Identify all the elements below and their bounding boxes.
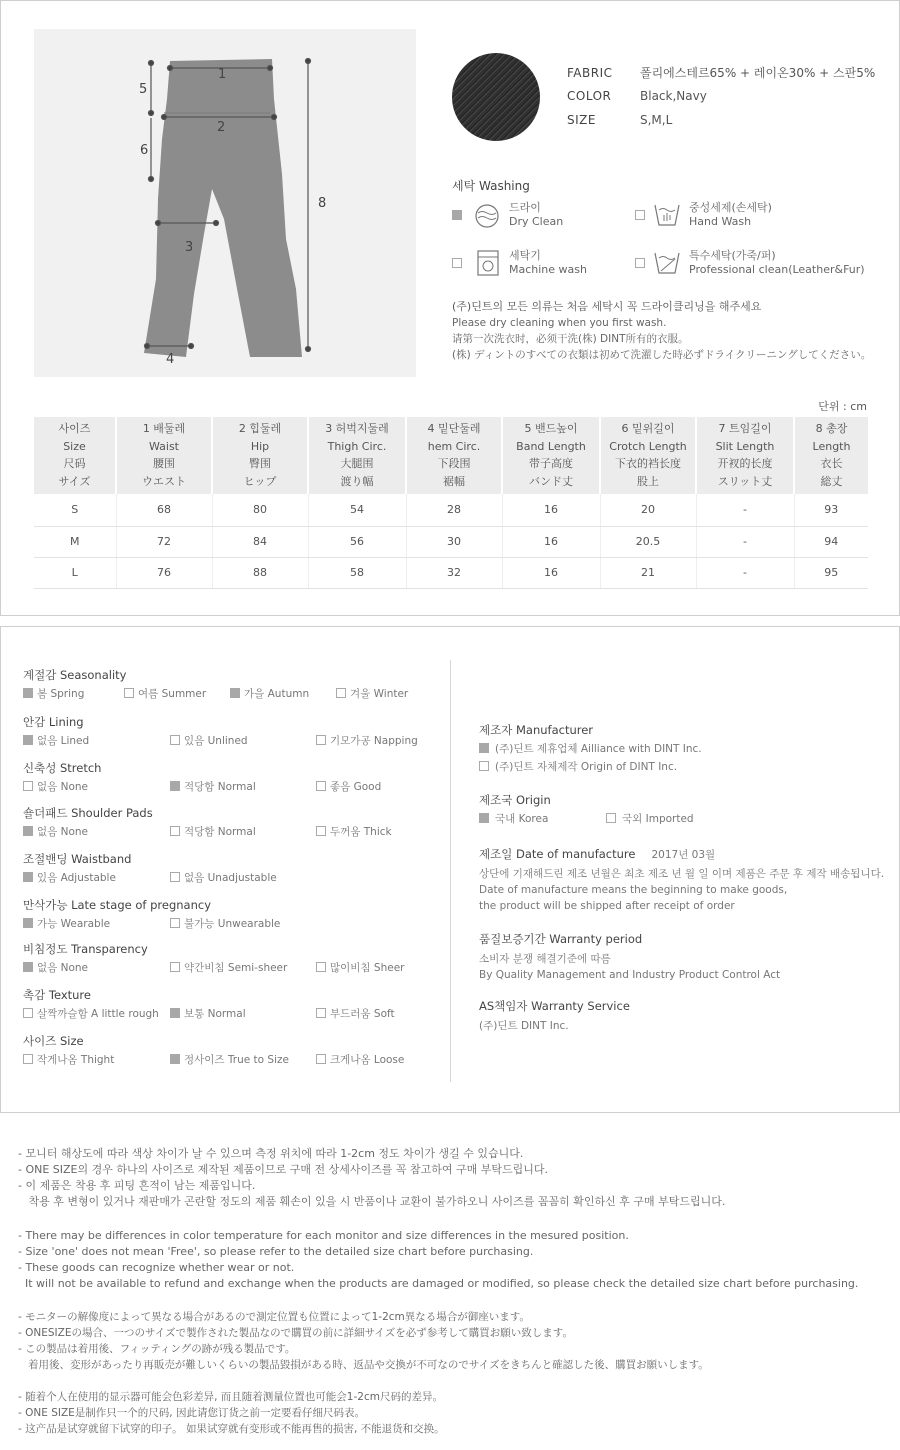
size-chart-panel	[0, 0, 900, 616]
attribute-option	[336, 686, 408, 701]
attribute-checkbox	[23, 872, 33, 882]
unit-label: 단위 : cm	[818, 400, 867, 413]
table-cell: S	[34, 494, 116, 526]
attribute-checkbox	[23, 826, 33, 836]
hand-wash-label	[689, 201, 772, 229]
washing-note-zh: 请第一次洗衣时，必须干洗(株) DINT所有的衣服。	[452, 333, 689, 345]
header-slit: 7 트임길이 Slit Length 开衩的长度 スリット丈	[696, 417, 794, 494]
header-thigh: 3 허벅지둘레 Thigh Circ. 大腿围 渡り幅	[308, 417, 406, 494]
manufacture-date-note: the product will be shipped after receipt of order	[479, 900, 735, 912]
attribute-checkbox	[170, 918, 180, 928]
attribute-option	[316, 960, 404, 975]
attribute-option	[316, 779, 381, 794]
color-value: Black,Navy	[640, 89, 707, 103]
warranty-service-notes	[479, 1018, 630, 1034]
measure-label-1: 1	[218, 67, 227, 82]
size-value: S,M,L	[640, 113, 673, 127]
color-row	[567, 89, 707, 103]
header-waist: 1 배둘레 Waist 腰围 ウエスト	[116, 417, 212, 494]
measure-label-4: 4	[166, 352, 175, 367]
table-cell: 56	[308, 526, 406, 557]
measure-label-8: 8	[318, 196, 327, 211]
table-cell: 16	[502, 526, 600, 557]
size-table-header	[34, 417, 868, 494]
table-cell: 20	[600, 494, 696, 526]
attribute-option	[124, 686, 206, 701]
table-cell: M	[34, 526, 116, 557]
attribute-title: 안감 Lining	[23, 715, 84, 729]
attribute-option-label: 여름 Summer	[138, 688, 207, 700]
attribute-group	[23, 760, 382, 793]
table-cell: 95	[794, 557, 868, 588]
attribute-option-label: 없음 None	[37, 781, 89, 793]
attribute-option-label: 있음 Unlined	[184, 735, 248, 747]
attribute-title: 숄더패드 Shoulder Pads	[23, 806, 153, 820]
attribute-checkbox	[23, 688, 33, 698]
fabric-value: 폴리에스테르65% + 레이온30% + 스판5%	[640, 66, 876, 80]
warranty-period-note: 소비자 분쟁 해결기준에 따름	[479, 953, 611, 965]
measure-label-6: 6	[140, 143, 149, 158]
measure-label-5: 5	[139, 82, 148, 97]
attribute-checkbox	[316, 1054, 326, 1064]
attribute-option-label: 불가능 Unwearable	[184, 918, 281, 930]
attribute-checkbox	[23, 735, 33, 745]
attribute-checkbox	[170, 962, 180, 972]
fabric-key: FABRIC	[567, 66, 613, 80]
dry-clean-icon	[473, 203, 501, 229]
manufacturer-option-origin	[479, 759, 677, 774]
manufacturer-title: 제조자 Manufacturer	[479, 723, 594, 737]
notes-japanese: - モニターの解像度によって異なる場合があるので測定位置も位置によって1-2cm異なる場合が御座います。 - ONESIZEの場合、一つのサイズで製作された製品なので購買の前に詳細サイズを必ず参考して購買お願い致します。 - この製品は着用後、フィッティングの跡が残る製品です。 着用後、変形があったり再販売が難しいくらいの製品毀損がある時、返品や交換が不可なのでサイズをきちんと確認した後、購買お願いします。	[18, 1311, 709, 1371]
machine-wash-ko: 세탁기	[509, 249, 541, 262]
attribute-option	[170, 779, 256, 794]
professional-clean-icon	[653, 249, 681, 277]
attribute-checkbox	[316, 962, 326, 972]
manufacture-date-value: 2017년 03월	[651, 849, 716, 861]
manufacture-date-note: 상단에 기재해드린 제조 년월은 최초 제조 년 월 일 이며 제품은 주문 후 제작 배송됩니다.	[479, 868, 885, 880]
table-cell: 30	[406, 526, 502, 557]
attribute-option	[170, 824, 256, 839]
washing-note-ko: (주)딘트의 모든 의류는 처음 세탁시 꼭 드라이클리닝을 해주세요	[452, 300, 762, 313]
attribute-option-label: 기모가공 Napping	[330, 735, 418, 747]
attribute-group	[23, 667, 409, 700]
header-size: 사이즈 Size 尺码 サイズ	[34, 417, 116, 494]
attribute-option-label: 있음 Adjustable	[37, 872, 116, 884]
table-cell: 72	[116, 526, 212, 557]
attribute-option-label: 약간비침 Semi-sheer	[184, 962, 288, 974]
attribute-group	[23, 987, 395, 1020]
column-divider	[450, 660, 451, 1082]
attribute-checkbox	[23, 1054, 33, 1064]
attribute-option	[316, 1052, 404, 1067]
warranty-period-section	[479, 931, 780, 983]
header-band: 5 밴드높이 Band Length 带子高度 バンド丈	[502, 417, 600, 494]
attribute-option	[170, 960, 287, 975]
attribute-title: 신축성 Stretch	[23, 761, 102, 775]
professional-clean-ko: 특수세탁(가죽/퍼)	[689, 249, 776, 262]
attribute-option-label: 살짝까슬함 A little rough	[37, 1008, 159, 1020]
warranty-service-title: AS책임자 Warranty Service	[479, 999, 630, 1013]
table-cell: 32	[406, 557, 502, 588]
attribute-title: 조절밴딩 Waistband	[23, 852, 132, 866]
fabric-swatch	[452, 53, 540, 141]
professional-clean-en: Professional clean(Leather&Fur)	[689, 263, 865, 276]
manufacturer-origin-checkbox	[479, 761, 489, 771]
manufacturer-alliance-checkbox	[479, 743, 489, 753]
table-cell: 76	[116, 557, 212, 588]
attribute-option	[316, 733, 418, 748]
manufacture-date-note: Date of manufacture means the beginning to make goods,	[479, 884, 788, 896]
attribute-option	[23, 779, 88, 794]
attribute-option	[23, 733, 89, 748]
attribute-option-label: 없음 None	[37, 826, 89, 838]
warranty-period-title: 품질보증기간 Warranty period	[479, 932, 643, 946]
color-key: COLOR	[567, 89, 612, 103]
table-cell: -	[696, 526, 794, 557]
table-cell: 21	[600, 557, 696, 588]
attribute-group	[23, 1033, 405, 1066]
warranty-service-note: (주)딘트 DINT Inc.	[479, 1020, 569, 1032]
notes-korean: - 모니터 해상도에 따라 색상 차이가 날 수 있으며 측정 위치에 따라 1-2cm 정도 차이가 생길 수 있습니다. - ONE SIZE의 경우 하나의 사이즈로 제작된 제품이므로 구매 전 상세사이즈를 꼭 참고하여 구매 부탁드립니다. - 이 제품은 착용 후 피팅 흔적이 남는 제품입니다. 착용 후 변형이 있거나 재판매가 곤란할 정도의 제품 훼손이 있을 시 반품이나 교환이 불가하오니 사이즈를 꼼꼼히 확인하신 후 구매 부탁드립니다.	[18, 1147, 726, 1208]
measure-label-2: 2	[217, 120, 226, 135]
professional-clean-label	[689, 249, 865, 277]
attribute-option-label: 없음 Lined	[37, 735, 90, 747]
attribute-checkbox	[316, 781, 326, 791]
washing-notes	[452, 299, 871, 363]
table-cell: 84	[212, 526, 308, 557]
warranty-period-notes	[479, 951, 780, 983]
attribute-title: 촉감 Texture	[23, 988, 91, 1002]
attribute-option-label: 많이비침 Sheer	[330, 962, 405, 974]
attribute-title: 만삭가능 Late stage of pregnancy	[23, 898, 212, 912]
measure-label-3: 3	[185, 240, 194, 255]
hand-wash-en: Hand Wash	[689, 215, 752, 228]
washing-note-ja: (株) ディントのすべての衣類は初めて洗濯した時必ずドライクリーニングしてください。	[452, 349, 872, 361]
washing-note-en: Please dry cleaning when you first wash.	[452, 317, 667, 329]
origin-korea-checkbox	[479, 813, 489, 823]
origin-section	[479, 792, 694, 825]
dry-clean-en: Dry Clean	[509, 215, 564, 228]
origin-korea-label: 국내 Korea	[495, 813, 549, 825]
attribute-option	[23, 916, 110, 931]
table-cell: 20.5	[600, 526, 696, 557]
manufacturer-alliance-label: (주)딘트 제휴업체 Ailliance with DINT Inc.	[495, 743, 702, 755]
dry-clean-ko: 드라이	[509, 201, 541, 214]
machine-wash-checkbox	[452, 258, 462, 268]
attribute-option	[230, 686, 309, 701]
attribute-option-label: 작게나옴 Thight	[37, 1054, 115, 1066]
warranty-service-section	[479, 998, 630, 1034]
attribute-option-label: 부드러움 Soft	[330, 1008, 395, 1020]
hand-wash-ko: 중성세제(손세탁)	[689, 201, 772, 214]
attribute-option-label: 두꺼움 Thick	[330, 826, 392, 838]
size-table	[34, 417, 868, 589]
attribute-option	[170, 1052, 289, 1067]
manufacture-date-title: 제조일 Date of manufacture 2017년 03월	[479, 847, 716, 861]
attribute-option	[23, 870, 116, 885]
table-cell: 16	[502, 494, 600, 526]
table-cell: -	[696, 494, 794, 526]
attribute-title: 계절감 Seasonality	[23, 668, 127, 682]
attribute-option-label: 크게나옴 Loose	[330, 1054, 405, 1066]
attribute-title: 사이즈 Size	[23, 1034, 84, 1048]
manufacturer-section	[479, 722, 702, 773]
attribute-group	[23, 714, 418, 747]
attribute-checkbox	[23, 962, 33, 972]
origin-option-korea	[479, 811, 548, 826]
table-cell: 58	[308, 557, 406, 588]
notes-english: - There may be differences in color temperature for each monitor and size differences in the mesured position. - Size 'one' does not mean 'Free', so please refer to the detailed size chart before purchasing. - These goods can recognize whether wear or not. It will not be available to refund and exchange when the products are damaged or modified, so please check the detailed size chart before purchasing.	[18, 1229, 859, 1290]
attribute-option	[23, 960, 88, 975]
attribute-checkbox	[23, 781, 33, 791]
header-hip: 2 힙둘레 Hip 臀围 ヒップ	[212, 417, 308, 494]
attribute-group	[23, 805, 392, 838]
size-row	[567, 113, 672, 127]
table-cell: -	[696, 557, 794, 588]
attribute-option	[23, 824, 88, 839]
manufacture-date-section	[479, 846, 884, 914]
attribute-checkbox	[170, 826, 180, 836]
table-cell: 54	[308, 494, 406, 526]
attribute-option-label: 없음 Unadjustable	[184, 872, 277, 884]
attribute-option	[23, 686, 84, 701]
size-key: SIZE	[567, 113, 596, 127]
attribute-group	[23, 851, 277, 884]
table-row	[34, 526, 868, 557]
attribute-checkbox	[316, 735, 326, 745]
attribute-option-label: 없음 None	[37, 962, 89, 974]
attribute-checkbox	[23, 918, 33, 928]
warranty-period-note: By Quality Management and Industry Product Control Act	[479, 969, 781, 981]
attribute-option-label: 정사이즈 True to Size	[184, 1054, 289, 1066]
table-cell: 93	[794, 494, 868, 526]
origin-imported-checkbox	[606, 813, 616, 823]
manufacture-date-notes	[479, 866, 884, 914]
attribute-option-label: 겨울 Winter	[350, 688, 409, 700]
attribute-option	[23, 1052, 114, 1067]
table-row	[34, 494, 868, 526]
attribute-checkbox	[316, 1008, 326, 1018]
attribute-option	[170, 733, 248, 748]
attribute-option	[170, 916, 280, 931]
attribute-checkbox	[316, 826, 326, 836]
header-crotch: 6 밑위길이 Crotch Length 下衣的裆长度 股上	[600, 417, 696, 494]
machine-wash-en: Machine wash	[509, 263, 587, 276]
attribute-option-label: 적당함 Normal	[184, 826, 256, 838]
attribute-checkbox	[124, 688, 134, 698]
attribute-checkbox	[170, 872, 180, 882]
table-cell: 16	[502, 557, 600, 588]
manufacturer-option-alliance	[479, 741, 702, 756]
hand-wash-checkbox	[635, 210, 645, 220]
table-cell: 68	[116, 494, 212, 526]
table-cell: 88	[212, 557, 308, 588]
attribute-group	[23, 897, 281, 930]
attribute-option-label: 적당함 Normal	[184, 781, 256, 793]
attribute-option	[316, 824, 392, 839]
attribute-checkbox	[230, 688, 240, 698]
attribute-checkbox	[170, 1054, 180, 1064]
attribute-option-label: 봄 Spring	[37, 688, 85, 700]
attribute-checkbox	[23, 1008, 33, 1018]
dry-clean-checkbox	[452, 210, 462, 220]
origin-option-imported	[606, 811, 694, 826]
dry-clean-label	[509, 201, 563, 229]
attribute-checkbox	[170, 1008, 180, 1018]
attribute-option-label: 좋음 Good	[330, 781, 382, 793]
origin-imported-label: 국외 Imported	[622, 813, 694, 825]
pants-measurement-diagram	[34, 29, 416, 377]
attribute-option-label: 가능 Wearable	[37, 918, 111, 930]
washing-title: 세탁 Washing	[452, 179, 530, 193]
manufacturer-origin-label: (주)딘트 자체제작 Origin of DINT Inc.	[495, 761, 678, 773]
header-length: 8 총장 Length 衣长 総丈	[794, 417, 868, 494]
fabric-row	[567, 64, 875, 81]
table-cell: 28	[406, 494, 502, 526]
attribute-option	[170, 870, 277, 885]
attribute-checkbox	[170, 781, 180, 791]
machine-wash-icon	[475, 249, 501, 277]
table-row	[34, 557, 868, 588]
attribute-checkbox	[170, 735, 180, 745]
attribute-group	[23, 941, 405, 974]
attribute-checkbox	[336, 688, 346, 698]
origin-title: 제조국 Origin	[479, 793, 551, 807]
attribute-option-label: 보통 Normal	[184, 1008, 246, 1020]
attribute-option	[23, 1006, 159, 1021]
attribute-option-label: 가을 Autumn	[244, 688, 310, 700]
attribute-option	[170, 1006, 246, 1021]
notes-chinese: - 随着个人在使用的显示器可能会色彩差异, 而且随着测量位置也可能会1-2cm尺码的差异。 - ONE SIZE是制作只一个的尺码, 因此请您订货之前一定要看仔细尺码表。 - 这产品是试穿就留下试穿的印子。 如果试穿就有变形或不能再售的损害, 不能退货和交换。	[18, 1391, 445, 1435]
table-cell: 94	[794, 526, 868, 557]
table-cell: L	[34, 557, 116, 588]
header-hem: 4 밑단둘레 hem Circ. 下段围 裾幅	[406, 417, 502, 494]
professional-clean-checkbox	[635, 258, 645, 268]
attribute-option	[316, 1006, 395, 1021]
machine-wash-label	[509, 249, 587, 277]
attribute-title: 비침정도 Transparency	[23, 942, 148, 956]
hand-wash-icon	[653, 201, 681, 229]
table-cell: 80	[212, 494, 308, 526]
